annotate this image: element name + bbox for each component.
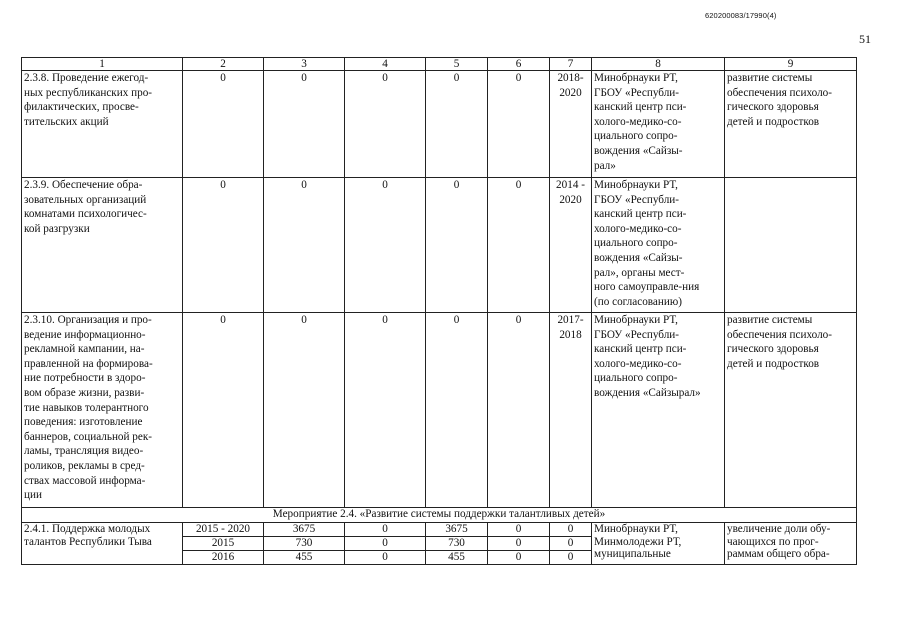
header-row (22, 58, 857, 71)
header-cell: 3 (264, 58, 345, 71)
value-cell: 0 (426, 178, 488, 313)
value-cell: 0 (550, 551, 592, 565)
header-cell: 5 (426, 58, 488, 71)
value-cell: 0 (345, 551, 426, 565)
page-number: 51 (859, 32, 871, 46)
value-cell: 0 (345, 537, 426, 551)
header-cell: 9 (725, 58, 857, 71)
document-id: 620200083/17990(4) (705, 11, 777, 20)
value-cell: 0 (345, 71, 426, 178)
period-cell: 2016 (183, 551, 264, 565)
period-cell: 2015 (183, 537, 264, 551)
period-cell: 2018- 2020 (550, 71, 592, 178)
value-cell: 0 (264, 178, 345, 313)
table-row (22, 178, 857, 313)
value-cell: 0 (488, 523, 550, 537)
value-cell: 3675 (264, 523, 345, 537)
value-cell: 0 (488, 71, 550, 178)
period-cell: 2015 - 2020 (183, 523, 264, 537)
activity-name: 2.3.8. Проведение ежегод- ных республиканских про- филактических, просве- тительских акций (22, 71, 183, 178)
table-row (22, 523, 857, 537)
period-cell: 2014 - 2020 (550, 178, 592, 313)
result-cell: развитие системы обеспечения психоло- гического здоровья детей и подростков (725, 71, 857, 178)
value-cell: 0 (488, 178, 550, 313)
activity-name: 2.4.1. Поддержка молодых талантов Республики Тыва (22, 523, 183, 565)
result-cell: увеличение доли обу- чающихся по прог- раммам общего обра- (725, 523, 857, 565)
value-cell: 455 (264, 551, 345, 565)
result-cell (725, 178, 857, 313)
value-cell: 0 (488, 313, 550, 508)
executor-cell: Минобрнауки РТ, Минмолодежи РТ, муниципальные (592, 523, 725, 565)
table-row (22, 71, 857, 178)
section-title: Мероприятие 2.4. «Развитие системы поддержки талантливых детей» (22, 508, 857, 523)
header-cell: 4 (345, 58, 426, 71)
table-row (22, 313, 857, 508)
value-cell: 0 (183, 178, 264, 313)
value-cell: 3675 (426, 523, 488, 537)
value-cell: 0 (426, 71, 488, 178)
executor-cell: Минобрнауки РТ, ГБОУ «Республи- канский центр пси- холого-медико-со- циального сопро- вождения «Сайзы- рал», органы мест- ного самоуправле-ния (по согласованию) (592, 178, 725, 313)
value-cell: 0 (488, 551, 550, 565)
value-cell: 0 (264, 313, 345, 508)
value-cell: 455 (426, 551, 488, 565)
result-cell: развитие системы обеспечения психоло- гического здоровья детей и подростков (725, 313, 857, 508)
value-cell: 0 (550, 523, 592, 537)
executor-cell: Минобрнауки РТ, ГБОУ «Республи- канский центр пси- холого-медико-со- циального сопро- вождения «Сайзы- рал» (592, 71, 725, 178)
value-cell: 0 (264, 71, 345, 178)
period-cell: 2017- 2018 (550, 313, 592, 508)
value-cell: 0 (345, 178, 426, 313)
value-cell: 730 (426, 537, 488, 551)
header-cell: 2 (183, 58, 264, 71)
value-cell: 0 (345, 523, 426, 537)
section-row (22, 508, 857, 523)
activity-name: 2.3.10. Организация и про- ведение информационно- рекламной кампании, на- правленной на формирова- ние потребности в здоро- вом образе жизни, разви- тие навыков толерантного поведения: изготовление баннеров, социальной рек- ламы, трансляция видео- роликов, рекламы в сред- ствах массовой информа- ции (22, 313, 183, 508)
value-cell: 0 (488, 537, 550, 551)
program-table (21, 57, 857, 565)
header-cell: 6 (488, 58, 550, 71)
executor-cell: Минобрнауки РТ, ГБОУ «Республи- канский центр пси- холого-медико-со- циального сопро- вождения «Сайзырал» (592, 313, 725, 508)
value-cell: 0 (426, 313, 488, 508)
value-cell: 0 (550, 537, 592, 551)
value-cell: 0 (183, 313, 264, 508)
value-cell: 0 (345, 313, 426, 508)
header-cell: 1 (22, 58, 183, 71)
header-cell: 7 (550, 58, 592, 71)
header-cell: 8 (592, 58, 725, 71)
activity-name: 2.3.9. Обеспечение обра- зовательных организаций комнатами психологичес- кой разгрузки (22, 178, 183, 313)
value-cell: 730 (264, 537, 345, 551)
value-cell: 0 (183, 71, 264, 178)
